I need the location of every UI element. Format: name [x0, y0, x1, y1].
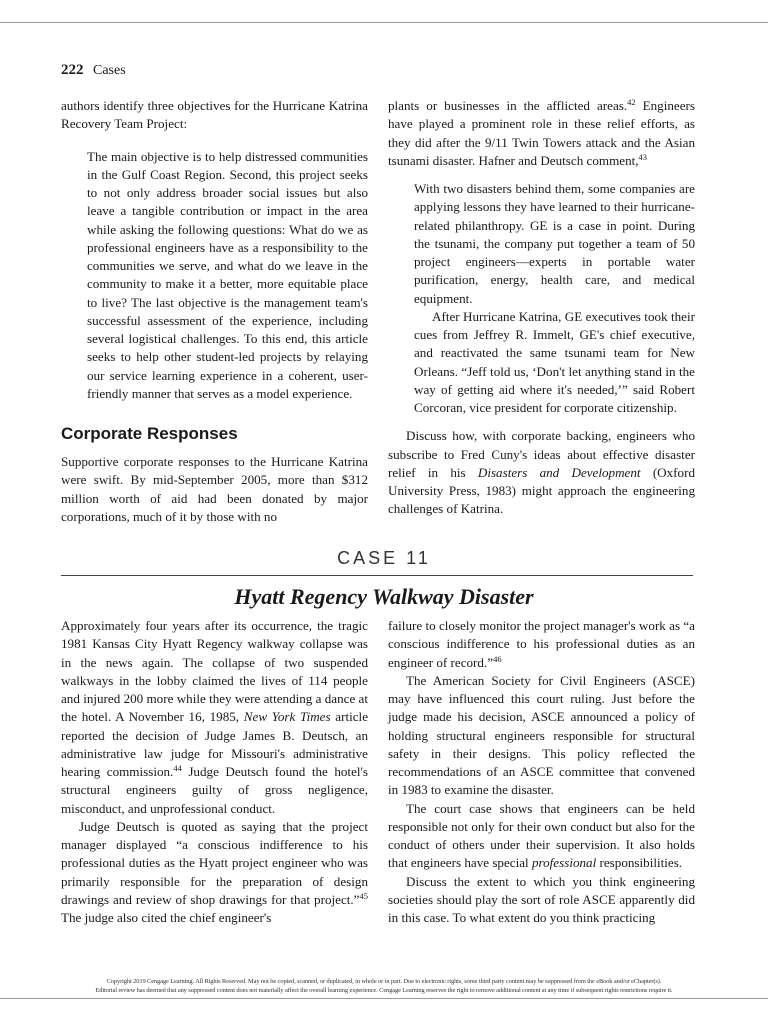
- asce-paragraph: The American Society for Civil Engineers (ASCE) may have influenced this court ruling. Just before the judge made his decision, ASCE announced a policy of holding structural engineers responsible for structural safety in their designs. This policy reflected the recommendations of an ASCE committee that convened in 1983 to examine the disaster.: [388, 672, 695, 798]
- court-case-paragraph: [388, 800, 695, 873]
- discuss-text-cont: (Oxford University Press, 1983) might approach the engineering challenges of Katrina.: [388, 464, 695, 517]
- case-divider: [61, 575, 693, 576]
- copyright-line-2: Editorial review has deemed that any suppressed content does not materially affect the overall learning experience. Cengage Learning reserves the right to remove additional content at any time if subsequent rights restrictions require it.: [95, 987, 673, 994]
- corporate-responses-heading: Corporate Responses: [61, 424, 238, 443]
- relief-paragraph: [388, 97, 695, 170]
- paragraph-text: article reported the decision of Judge James B. Deutsch, an administrative law judge for Missouri's administrative hearing commission.: [61, 709, 369, 779]
- corporate-responses-paragraph: Supportive corporate responses to the Hurricane Katrina were swift. By mid-September 2005, more than $312 million worth of aid had been donated by major corporations, much of it by those with no: [61, 454, 368, 524]
- copyright-line-1: Copyright 2019 Cengage Learning. All Rights Reserved. May not be copied, scanned, or duplicated, in whole or in part. Due to electronic rights, some third party content may be suppressed from the eBook and/or eChapter(s).: [106, 978, 662, 985]
- discuss-text: Discuss how, with corporate backing, engineers who subscribe to Fred Cuny's ideas about effective disaster relief in his: [388, 428, 695, 480]
- ge-quote-1: With two disasters behind them, some companies are applying lessons they have learned to their hurricane-related philanthropy. GE is a case in point. During the tsunami, the company put together a team of 50 project engineers—experts in portable water purification, energy, health care, and medical equipment.: [414, 181, 695, 306]
- footnote-ref: 43: [638, 151, 648, 162]
- paragraph-text: Approximately four years after its occurrence, the tragic 1981 Kansas City Hyatt Regency walkway collapse was in the news again. The collapse of two suspended walkways in the lobby claimed the lives of 114 people and injured 200 more while they were attending a dance at the hotel. A November 16, 1985,: [61, 618, 368, 725]
- bottom-right-column: [388, 617, 695, 927]
- copyright-footer: [0, 977, 768, 995]
- relief-text: plants or businesses in the afflicted areas.: [388, 98, 628, 113]
- paragraph-text: The judge also cited the chief engineer's: [61, 910, 272, 925]
- hyatt-paragraph-2: [61, 818, 368, 928]
- paragraph-text: failure to closely monitor the project manager's work as “a conscious indifference to his professional duties as an engineer of record.”: [388, 618, 695, 670]
- case-label: CASE 11: [337, 548, 431, 568]
- bottom-left-column: [61, 617, 368, 927]
- publication-name: New York Times: [243, 709, 331, 725]
- ge-quote-2: After Hurricane Katrina, GE executives took their cues from Jeffrey R. Immelt, GE's chief executive, and reactivated the same tsunami team for New Orleans. “Jeff told us, ‘Don't let anything stand in the way of getting aid where it's needed,’” said Robert Corcoran, vice president for corporate citizenship.: [414, 308, 695, 415]
- paragraph-text: The court case shows that engineers can be held responsible not only for their own conduct but also for the conduct of others under their supervision. It also holds that engineers have special: [388, 800, 695, 871]
- top-divider: [0, 22, 768, 23]
- footnote-ref: 46: [493, 653, 502, 664]
- book-title: Disasters and Development: [477, 464, 641, 480]
- bottom-divider: [0, 998, 768, 999]
- footnote-ref: 42: [627, 97, 636, 107]
- hyatt-paragraph-3: [388, 617, 695, 672]
- hyatt-paragraph-1: [61, 617, 368, 818]
- discuss-paragraph: [388, 427, 695, 518]
- case-title: Hyatt Regency Walkway Disaster: [234, 584, 534, 609]
- page-number: 222: [61, 62, 84, 78]
- objectives-quote: The main objective is to help distressed communities in the Gulf Coast Region. Second, this project seeks to not only address broader social issues but also leave a tangible contribution or impact in the area while asking the following questions: What do we as professional engineers have as a responsibility to the communities we serve, and what do we leave in the community to make it a better, more equitable place to live? The last objective is the management team's successful assessment of the experience, including several logistical challenges. To this end, this article seeks to help other student-led projects by relaying our service learning experience in a coherent, user-friendly manner that serves as a model experience.: [87, 148, 368, 401]
- paragraph-text: responsibilities.: [596, 855, 683, 871]
- intro-paragraph: authors identify three objectives for the Hurricane Katrina Recovery Team Project:: [61, 98, 368, 132]
- footnote-ref: 45: [359, 890, 368, 901]
- section-name: Cases: [93, 63, 126, 78]
- relief-text-cont: Engineers have played a prominent role in these relief efforts, as they did after the 9/11 Twin Towers attack and the Asian tsunami disaster. Hafner and Deutsch comment,: [388, 98, 695, 168]
- top-left-column: [61, 97, 368, 526]
- emphasis-text: professional: [531, 855, 597, 871]
- paragraph-text: Judge Deutsch is quoted as saying that the project manager displayed “a conscious indifference to his professional duties as the Hyatt project engineer who was primarily responsible for the preparation of design drawings and review of shop drawings for that project.”: [61, 818, 368, 907]
- paragraph-text: Judge Deutsch found the hotel's structural engineers guilty of gross negligence, misconduct, and unprofessional conduct.: [61, 764, 368, 816]
- top-right-column: [388, 97, 695, 519]
- running-head: [61, 62, 126, 79]
- footnote-ref: 44: [173, 763, 182, 773]
- discuss-extent-paragraph: Discuss the extent to which you think engineering societies should play the sort of role ASCE apparently did in this case. To what extent do you think practicing: [388, 873, 695, 925]
